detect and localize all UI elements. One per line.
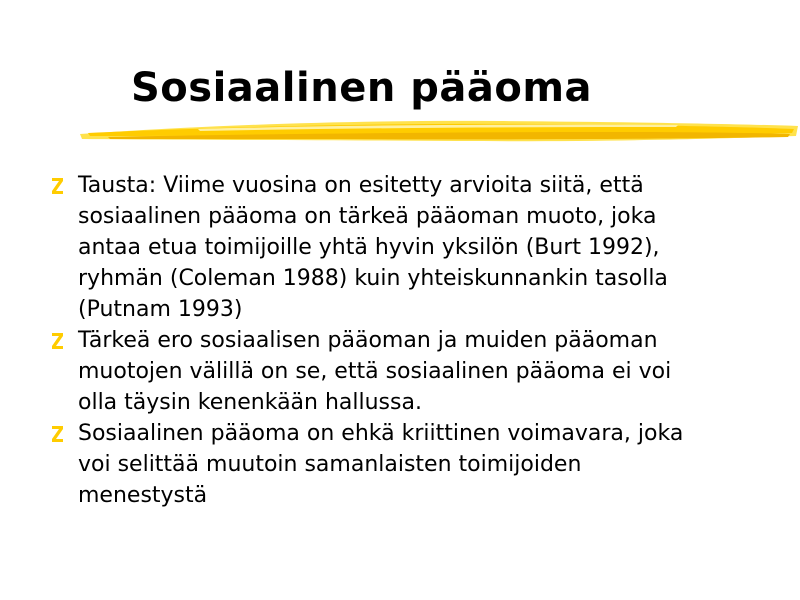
bullet-line: antaa etua toimijoille yhtä hyvin yksilön (Burt 1992), — [78, 235, 660, 260]
bullet-item — [52, 325, 752, 418]
z-shaped-bullet-icon — [52, 426, 63, 442]
bullet-line: muotojen välillä on se, että sosiaalinen pääoma ei voi — [78, 359, 672, 384]
bullet-line: sosiaalinen pääoma on tärkeä pääoman muoto, joka — [78, 204, 657, 229]
bullet-line: olla täysin kenenkään hallussa. — [78, 390, 422, 415]
bullet-line: Tausta: Viime vuosina on esitetty arvioita siitä, että — [78, 173, 644, 198]
bullet-list — [52, 170, 752, 511]
bullet-line: voi selittää muutoin samanlaisten toimijoiden — [78, 452, 582, 477]
bullet-line: menestystä — [78, 483, 208, 508]
bullet-item — [52, 170, 752, 325]
bullet-line: Sosiaalinen pääoma on ehkä kriittinen voimavara, joka — [78, 421, 684, 446]
bullet-line: ryhmän (Coleman 1988) kuin yhteiskunnankin tasolla — [78, 266, 668, 291]
title-underline-brushstroke — [78, 112, 800, 146]
bullet-item — [52, 418, 752, 511]
slide-title: Sosiaalinen pääoma — [131, 65, 592, 111]
z-shaped-bullet-icon — [52, 178, 63, 194]
bullet-line: Tärkeä ero sosiaalisen pääoman ja muiden pääoman — [78, 328, 658, 353]
bullet-line: (Putnam 1993) — [78, 297, 243, 322]
z-shaped-bullet-icon — [52, 333, 63, 349]
